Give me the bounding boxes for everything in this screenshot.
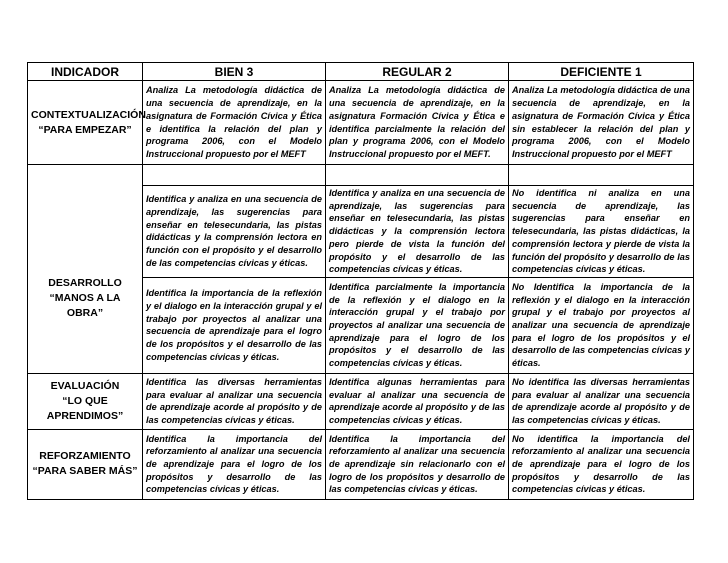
cell-deficiente: Analiza La metodología didáctica de una secuencia de aprendizaje, en la asignatura de Formación Cívica y Ética sin establecer la relación del plan y programa 2006, con el Modelo Instruccional propuesto por el MEFT [509,81,694,165]
cell-deficiente: No identifica ni analiza en una secuencia de aprendizaje, las sugerencias para enseñar en telesecundaria, las pistas didácticas, la comprensión lectora y pierde de vista la función del propósito y desarrollo de las competencias cívicas y éticas. [509,186,694,278]
header-indicador: INDICADOR [28,63,143,81]
spacer-cell [28,165,143,374]
indicator-line: REFORZAMIENTO [39,450,131,463]
row-contextualizacion [28,81,694,165]
header-deficiente: DEFICIENTE 1 [509,63,694,81]
indicator-line: CONTEXTUALIZACIÓN [31,108,146,121]
cell-regular: Identifica la importancia del reforzamiento al analizar una secuencia de aprendizaje sin relacionarlo con el logro de los propósitos y desarrollo de las competencias cívicas y éticas. [326,429,509,499]
cell-bien: Analiza La metodología didáctica de una secuencia de aprendizaje, en la asignatura de Formación Cívica y Ética e identifica la relación del plan y programa 2006, con el Modelo Instruccional propuesto por el MEFT [143,81,326,165]
cell-deficiente: No identifica la importancia del reforzamiento al analizar una secuencia de aprendizaje para el logro de los propósitos y desarrollo de las competencias cívicas y éticas. [509,429,694,499]
header-row [28,63,694,81]
indicator-line: EVALUACIÓN [50,379,120,392]
cell-regular: Identifica y analiza en una secuencia de aprendizaje, las sugerencias para enseñar en telesecundaria, las pistas didácticas y la comprensión lectora pero pierde de vista la función del propósito y el desarrollo de las competencias cívicas y éticas. [326,186,509,278]
indicator-contextualizacion [28,81,146,165]
rubric-table [27,62,694,500]
indicator-line: “LO QUE [62,394,108,407]
row-reforzamiento [28,429,694,499]
cell-regular: Identifica parcialmente la importancia de la reflexión y el dialogo en la interacción grupal y el trabajo por proyectos al analizar una secuencia de aprendizaje para el logro de los propósitos y el desarrollo de las competencias cívicas y éticas. [326,277,509,373]
cell-bien: Identifica la importancia del reforzamiento al analizar una secuencia de aprendizaje para el logro de los propósitos y desarrollo de las competencias cívicas y éticas. [143,429,326,499]
indicator-line: “PARA SABER MÁS” [32,465,138,478]
indicator-line: “MANOS A LA OBRA” [49,292,121,320]
cell-regular: Identifica algunas herramientas para evaluar al analizar una secuencia de aprendizaje acorde al propósito y de las competencias cívicas y éticas. [326,373,509,429]
indicator-evaluacion [28,373,143,429]
spacer-cell [326,165,509,186]
indicator-line: DESARROLLO [48,277,122,290]
spacer-row [28,165,694,186]
row-evaluacion [28,373,694,429]
indicator-reforzamiento [28,429,143,499]
cell-bien: Identifica las diversas herramientas para evaluar al analizar una secuencia de aprendizaje acorde al propósito y de las competencias cívicas y éticas. [143,373,326,429]
spacer-cell [509,165,694,186]
cell-regular: Analiza La metodología didáctica de una secuencia de aprendizaje, en la asignatura Formación Cívica y Ética e identifica parcialmente la relación del plan y programa 2006, con el Modelo Instruccional propuesto por el MEFT. [326,81,509,165]
cell-deficiente: No Identifica la importancia de la reflexión y el dialogo en la interacción grupal y el trabajo por proyectos al analizar una secuencia de aprendizaje para el logro de los propósitos y el desarrollo de las competencias cívicas y éticas. [509,277,694,373]
spacer-cell [143,165,326,186]
header-bien: BIEN 3 [143,63,326,81]
cell-bien: Identifica la importancia de la reflexión y el dialogo en la interacción grupal y el trabajo por proyectos al analizar una secuencia de aprendizaje para el logro de los propósitos y el desarrollo de las competencias cívicas y éticas. [143,277,326,373]
indicator-line: “PARA EMPEZAR” [38,123,132,136]
header-regular: REGULAR 2 [326,63,509,81]
cell-bien: Identifica y analiza en una secuencia de aprendizaje, las sugerencias para enseñar en telesecundaria, las pistas didácticas y la comprensión lectora en función con el propósito y el desarrollo de las competencias cívicas y éticas. [143,186,326,278]
cell-deficiente: No identifica las diversas herramientas para evaluar al analizar una secuencia de aprendizaje acorde al propósito y de las competencias cívicas y éticas. [509,373,694,429]
indicator-line: APRENDIMOS” [46,409,124,422]
